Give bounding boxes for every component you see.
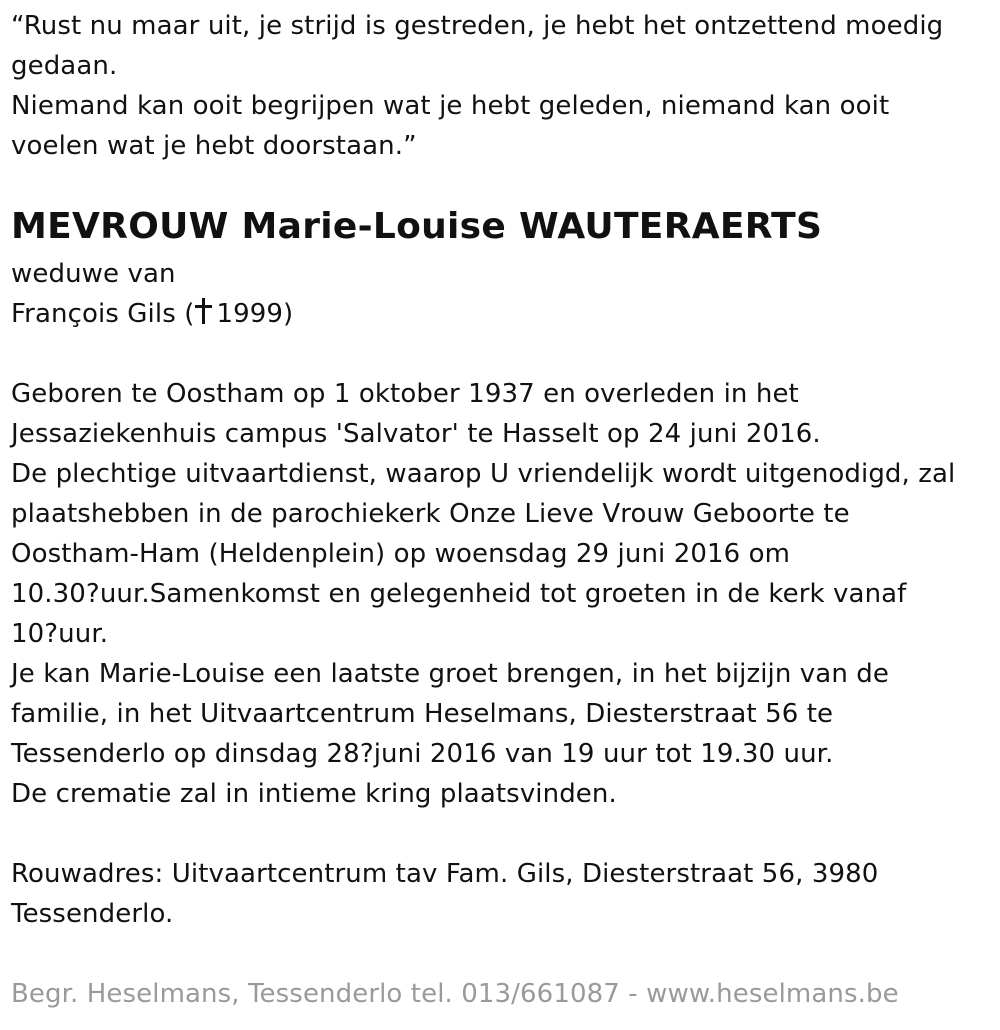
latin-cross-icon: [194, 298, 212, 324]
quote-line: voelen wat je hebt doorstaan.”: [11, 131, 417, 161]
spouse-line: [11, 294, 293, 334]
address-line: Tessenderlo.: [11, 899, 174, 929]
address-line: Rouwadres: Uitvaartcentrum tav Fam. Gils, Diesterstraat 56, 3980: [11, 859, 879, 889]
announcement-line: 10?uur.: [11, 619, 109, 649]
deceased-name: MEVROUW Marie-Louise WAUTERAERTS: [11, 206, 823, 247]
announcement-line: Tessenderlo op dinsdag 28?juni 2016 van 19 uur tot 19.30 uur.: [11, 739, 834, 769]
quote-line: “Rust nu maar uit, je strijd is gestreden, je hebt het ontzettend moedig: [11, 11, 944, 41]
quote-line: gedaan.: [11, 51, 118, 81]
relation-block: [11, 254, 293, 334]
footer-text: Begr. Heselmans, Tessenderlo tel. 013/661087 - www.heselmans.be: [11, 979, 899, 1009]
announcement-line: De crematie zal in intieme kring plaatsvinden.: [11, 779, 617, 809]
announcement-line: plaatshebben in de parochiekerk Onze Lieve Vrouw Geboorte te: [11, 499, 850, 529]
announcement-line: familie, in het Uitvaartcentrum Heselmans, Diesterstraat 56 te: [11, 699, 834, 729]
mourning-address: [11, 854, 878, 934]
relation-label: weduwe van: [11, 259, 176, 289]
memorial-quote: [11, 6, 943, 166]
spouse-name: François Gils (: [11, 299, 195, 329]
funeral-home-footer: [11, 974, 899, 1014]
announcement-line: 10.30?uur.Samenkomst en gelegenheid tot groeten in de kerk vanaf: [11, 579, 907, 609]
spouse-death-year: 1999): [216, 299, 294, 329]
announcement-line: De plechtige uitvaartdienst, waarop U vriendelijk wordt uitgenodigd, zal: [11, 459, 956, 489]
announcement-line: Oostham-Ham (Heldenplein) op woensdag 29 juni 2016 om: [11, 539, 791, 569]
quote-line: Niemand kan ooit begrijpen wat je hebt geleden, niemand kan ooit: [11, 91, 890, 121]
announcement-line: Jessaziekenhuis campus 'Salvator' te Hasselt op 24 juni 2016.: [11, 419, 821, 449]
announcement-line: Geboren te Oostham op 1 oktober 1937 en overleden in het: [11, 379, 799, 409]
announcement-line: Je kan Marie-Louise een laatste groet brengen, in het bijzijn van de: [11, 659, 889, 689]
announcement-text: [11, 374, 955, 814]
